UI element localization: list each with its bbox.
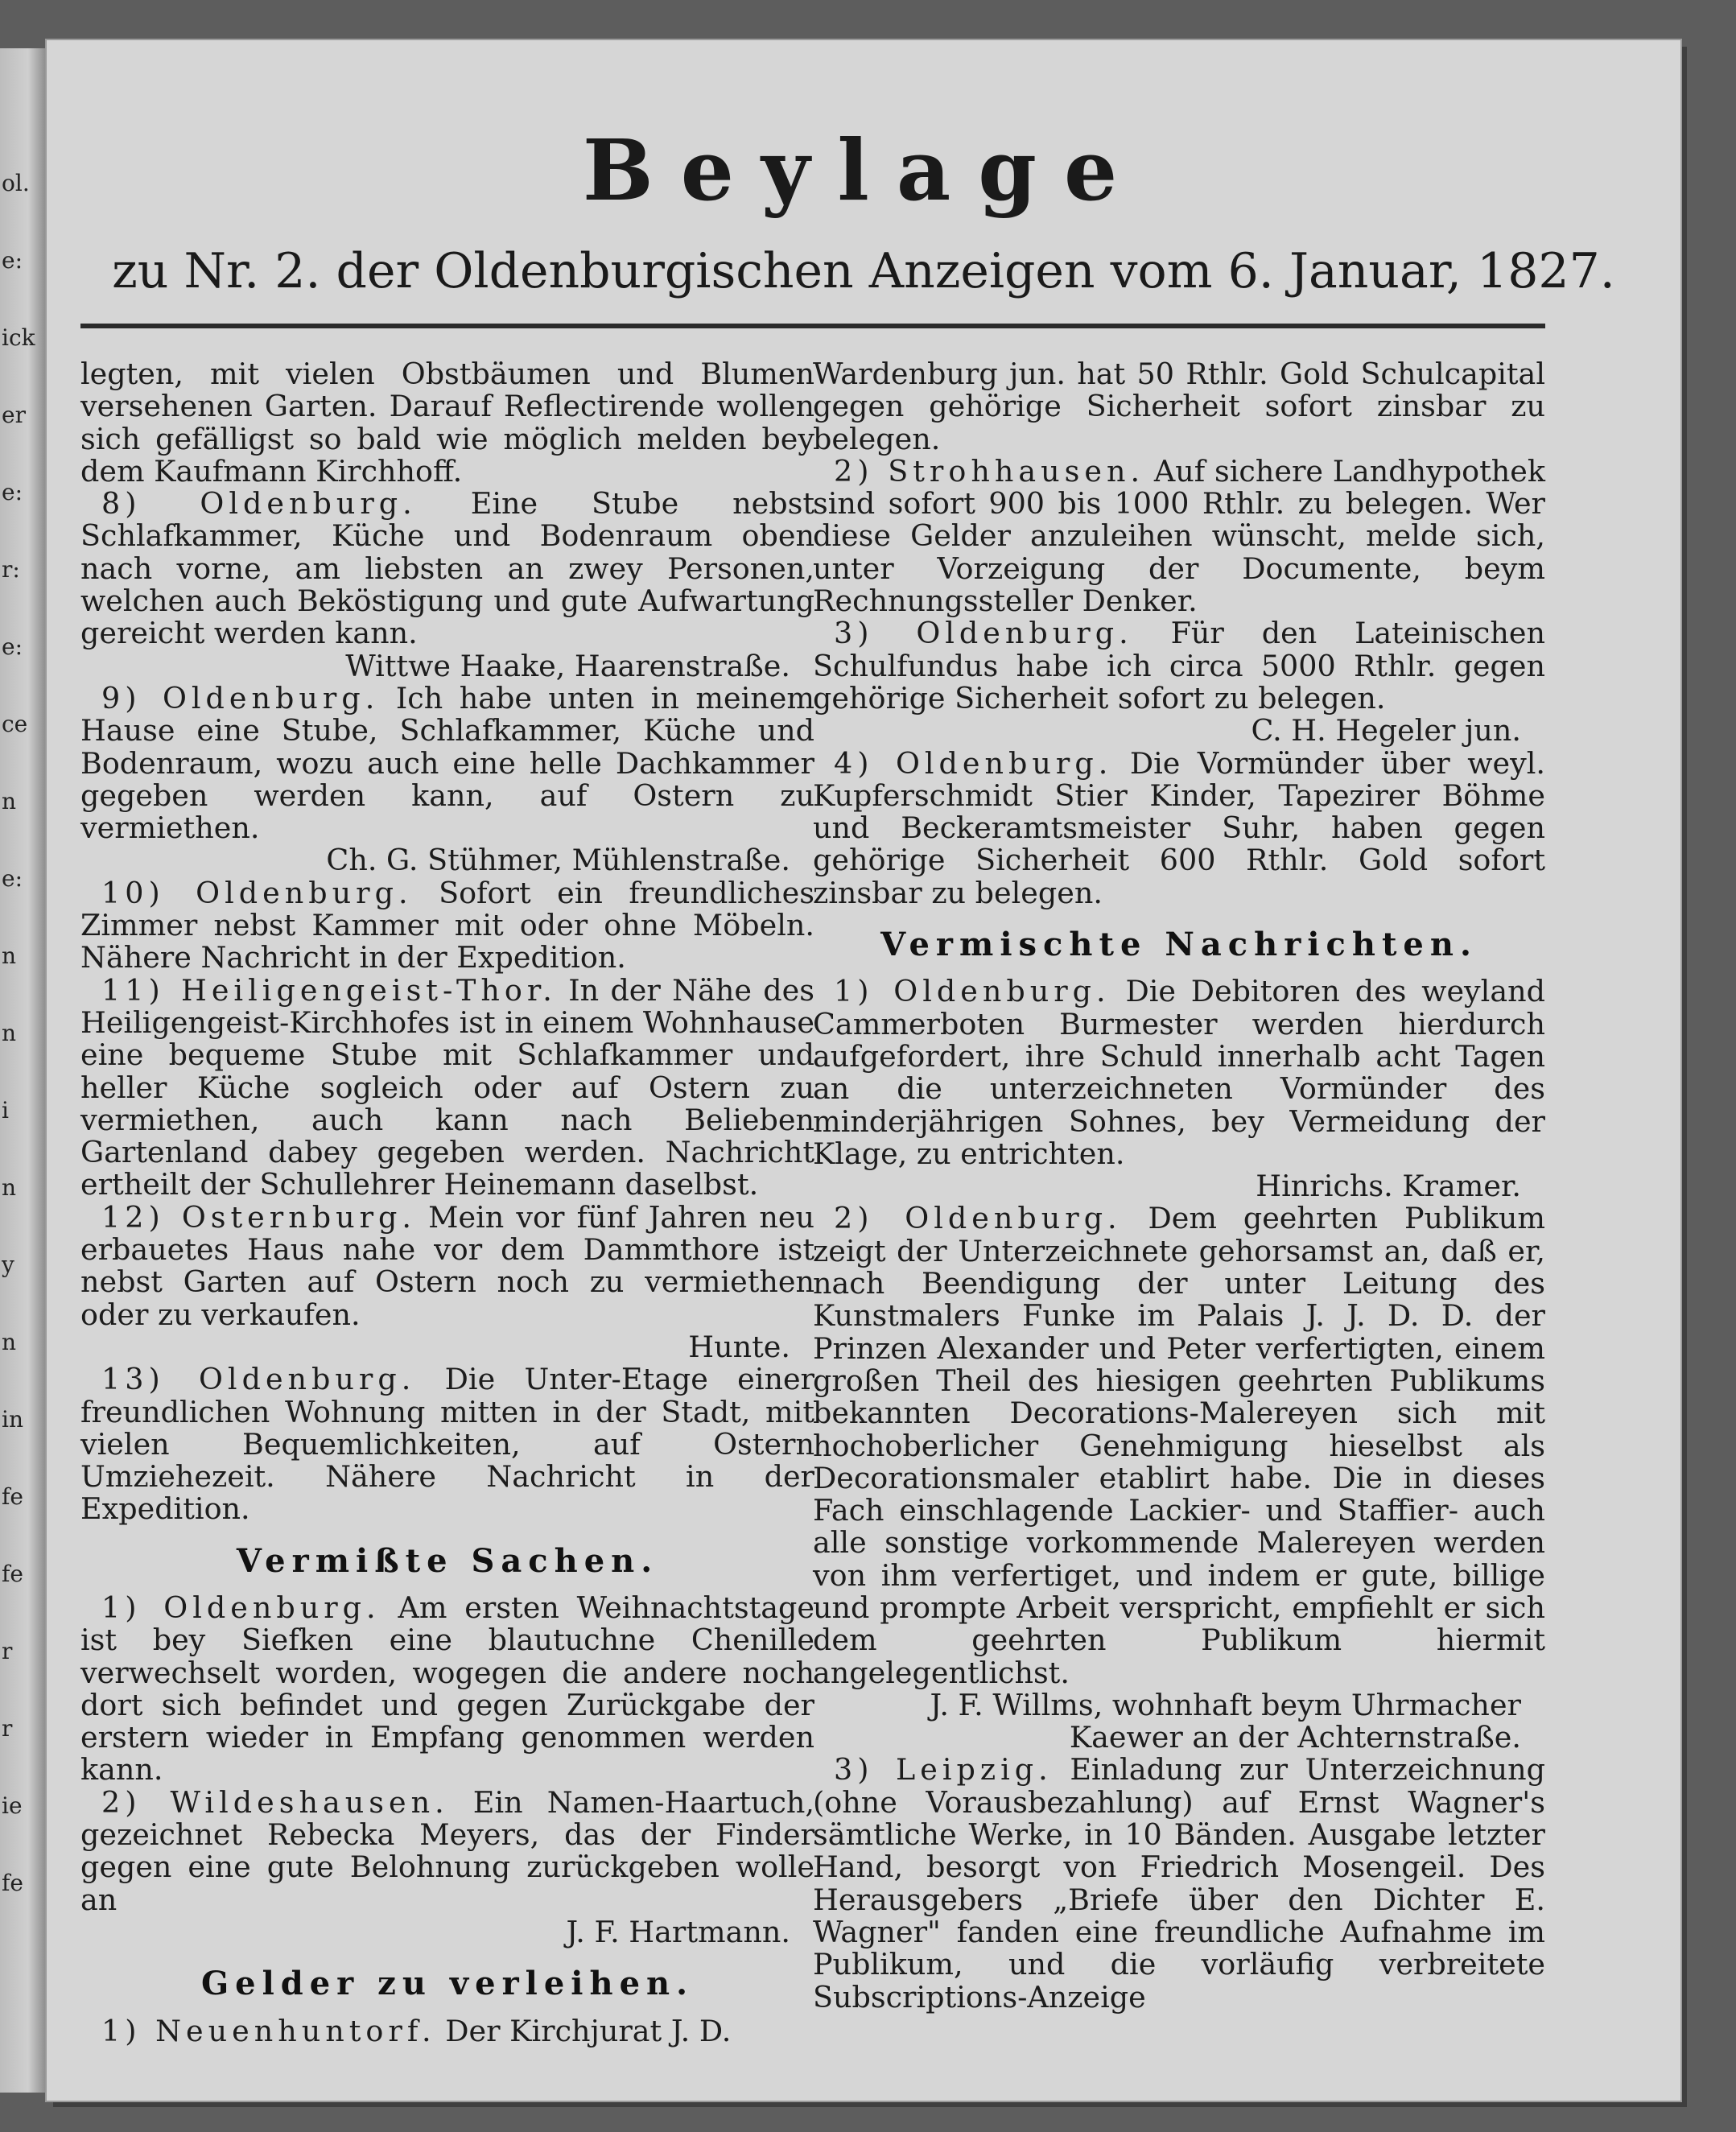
notice-item [80,682,814,844]
notice-text: Der Kirchjurat J. D. [445,2013,732,2048]
newspaper-page [47,40,1680,2101]
notice-place: 10) Oldenburg. [101,875,413,910]
notice-item [813,1754,1545,2013]
notice-place: 4) Oldenburg. [834,745,1113,781]
notice-text: Wardenburg jun. hat 50 Rthlr. Gold Schulcapital gegen gehörige Sicherheit sofort zinsbar zu belegen. [813,357,1545,456]
notice-item [813,617,1545,715]
notice-place: 2) Oldenburg. [834,1201,1122,1236]
notice-text: Ein Namen-Haartuch, gezeichnet Rebecka Meyers, das der Finder gegen eine gute Belohnung zurückgeben wolle an [80,1784,814,1917]
previous-page-fragment: n [2,1174,17,1201]
page-subtitle: zu Nr. 2. der Oldenburgischen Anzeigen vom 6. Januar, 1827. [112,243,1615,299]
previous-page-fragment: n [2,1020,17,1046]
previous-page-fragment: r [2,1638,13,1664]
notice-place: 1) Oldenburg. [101,1590,381,1625]
previous-page-fragment: fe [2,1561,23,1587]
notice-place: 1) Oldenburg. [834,974,1111,1009]
notice-place: 2) Wildeshausen. [101,1784,449,1820]
notice-place: 13) Oldenburg. [101,1362,416,1397]
notice-text: Mein vor fünf Jahren neu erbauetes Haus nahe vor dem Dammthore ist nebst Garten auf Ostern noch zu vermiethen oder zu verkaufen. [80,1199,814,1332]
previous-page-fragment: ce [2,711,28,737]
notice-item [813,745,1545,910]
header-rule [80,324,1545,328]
previous-page-fragment: e: [2,479,23,505]
notice-text: Einladung zur Unterzeichnung (ohne Vorausbezahlung) auf Ernst Wagner's sämtliche Werke, in 10 Bänden. Ausgabe letzter Hand, besorgt von Friedrich Mosengeil. Des Herausgebers „Briefe über den Dichter E. Wagner" fanden eine freundliche Aufnahme im Publikum, und die vorläufig verbreitete Subscriptions-Anzeige [813,1752,1545,2014]
notice-text: Sofort ein freundliches Zimmer nebst Kammer mit oder ohne Möbeln. Nähere Nachricht in der Expedition. [80,875,814,975]
notice-text: Die Vormünder über weyl. Kupferschmidt Stier Kinder, Tapezirer Böhme und Beckeramtsmeister Suhr, haben gegen gehörige Sicherheit 600 Rthlr. Gold sofort zinsbar zu belegen. [813,745,1545,910]
notice-item [80,2015,814,2047]
notice-text: Eine Stube nebst Schlafkammer, Küche und Bodenraum oben nach vorne, am liebsten an zwey Personen, welchen auch Beköstigung und gute Aufwartung gereicht werden kann. [80,486,814,651]
notice-signature: Ch. G. Stühmer, Mühlenstraße. [326,843,790,878]
notice-item [80,1592,814,1787]
previous-page-fragment: e: [2,247,23,274]
notice-place: 3) Oldenburg. [834,616,1133,651]
previous-page-fragment: er [2,402,26,428]
notice-item [80,1784,814,1917]
notice-text: Auf sichere Landhypothek sind sofort 900 bis 1000 Rthlr. zu belegen. Wer diese Gelder anzuleihen wünscht, melde sich, unter Vorzeigung der Documente, beym Rechnungssteller Denker. [813,453,1545,619]
notice-place: 1) Neuenhuntorf. [101,2013,436,2048]
notice-item [813,1202,1545,1689]
notice-item [80,877,814,975]
notice-text: Dem geehrten Publikum zeigt der Unterzeichnete gehorsamst an, daß er, nach Beendigung der unter Leitung des Kunstmalers Funke im Palais J. J. D. D. der Prinzen Alexander und Peter verfertigten, einem großen Theil des hiesigen geehrten Publikums bekannten Decorations-Malereyen sich mit hochoberlicher Genehmigung hieselbst als Decorationsmaler etablirt habe. Die in dieses Fach einschlagende Lackier- und Staffier- auch alle sonstige vorkommende Malereyen werden von ihm verfertiget, und indem er gute, billige und prompte Arbeit verspricht, empfiehlt er sich dem geehrten Publikum hiermit angelegentlichst. [813,1201,1545,1690]
notice-signature: Wittwe Haake, Haarenstraße. [345,648,790,683]
previous-page-fragment: e: [2,633,23,660]
notice-signature: C. H. Hegeler jun. [1251,713,1521,748]
previous-page-fragment: ie [2,1792,23,1819]
previous-page-fragment: e: [2,865,23,892]
notice-item [80,972,814,1202]
notice-place: 8) Oldenburg. [101,486,417,522]
previous-page-edge [0,48,48,2093]
previous-page-fragment: n [2,1329,17,1355]
notice-text: Die Debitoren des weyland Cammerboten Burmester werden hierdurch aufgefordert, ihre Schuld innerhalb acht Tagen an die unterzeichneten Vormünder des minderjährigen Sohnes, bey Vermeidung der Klage, zu entrichten. [813,974,1545,1171]
notice-signature: J. F. Willms, wohnhaft beym Uhrmacher [930,1687,1521,1722]
notice-place: 11) Heiligengeist-Thor. [101,972,557,1008]
notice-item [80,488,814,649]
notice-item [813,453,1545,619]
previous-page-fragment: ol. [2,170,30,196]
left-column [80,358,814,2047]
previous-page-fragment: y [2,1252,14,1278]
notice-item [813,975,1545,1170]
notice-place: 2) Strohhausen. [834,453,1145,489]
notice-text: Am ersten Weihnachtstage ist bey Siefken eine blautuchne Chenille verwechselt worden, wogegen die andere noch dort sich befindet und gegen Zurückgabe der erstern wieder in Empfang genommen werden kann. [80,1590,814,1788]
right-column [813,358,1545,2014]
previous-page-fragment: n [2,942,17,969]
previous-page-fragment: r [2,1715,13,1742]
notice-signature: J. F. Hartmann. [566,1914,790,1949]
notice-signature: Hinrichs. Kramer. [1256,1169,1521,1204]
section-heading-vermisste-sachen: Vermißte Sachen. [236,1541,659,1580]
previous-page-fragment: fe [2,1483,23,1510]
previous-page-fragment: i [2,1097,9,1124]
notice-place: 9) Oldenburg. [101,680,380,715]
notice-place: 12) Osternburg. [101,1199,416,1235]
notice-signature: Hunte. [688,1329,790,1364]
notice-signature: Kaewer an der Achternstraße. [1069,1720,1521,1755]
previous-page-fragment: n [2,788,17,814]
notice-item [80,1363,814,1525]
previous-page-fragment: r: [2,556,20,583]
notice-text: Die Unter-Etage einer freundlichen Wohnung mitten in der Stadt, mit vielen Bequemlichkeiten, auf Ostern Umziehezeit. Nähere Nachricht in der Expedition. [80,1362,815,1527]
previous-page-fragment: fe [2,1870,23,1896]
notice-text: legten, mit vielen Obstbäumen und Blumen versehenen Garten. Darauf Reflectirende wollen sich gefälligst so bald wie möglich melden bey dem Kaufmann Kirchhoff. [80,357,814,489]
notice-text: Ich habe unten in meinem Hause eine Stube, Schlafkammer, Küche und Bodenraum, wozu auch eine helle Dachkammer gegeben werden kann, auf Ostern zu vermiethen. [80,680,814,846]
notice-item [80,1199,814,1332]
section-heading-vermischte-nachrichten: Vermischte Nachrichten. [880,926,1478,964]
notice-text: Für den Lateinischen Schulfundus habe ich circa 5000 Rthlr. gegen gehörige Sicherheit sofort zu belegen. [813,616,1545,715]
previous-page-fragment: ick [2,324,35,351]
page-title: Beylage [582,121,1145,220]
notice-place: 3) Leipzig. [834,1752,1053,1788]
previous-page-fragment: in [2,1406,23,1433]
notice-text: In der Nähe des Heiligengeist-Kirchhofes ist in einem Wohnhause eine bequeme Stube mit Schlafkammer und heller Küche sogleich oder auf Ostern zu vermiethen, auch kann nach Belieben Gartenland dabey gegeben werden. Nachricht ertheilt der Schullehrer Heinemann daselbst. [80,972,814,1202]
section-heading-gelder-zu-verleihen: Gelder zu verleihen. [200,1965,695,2003]
